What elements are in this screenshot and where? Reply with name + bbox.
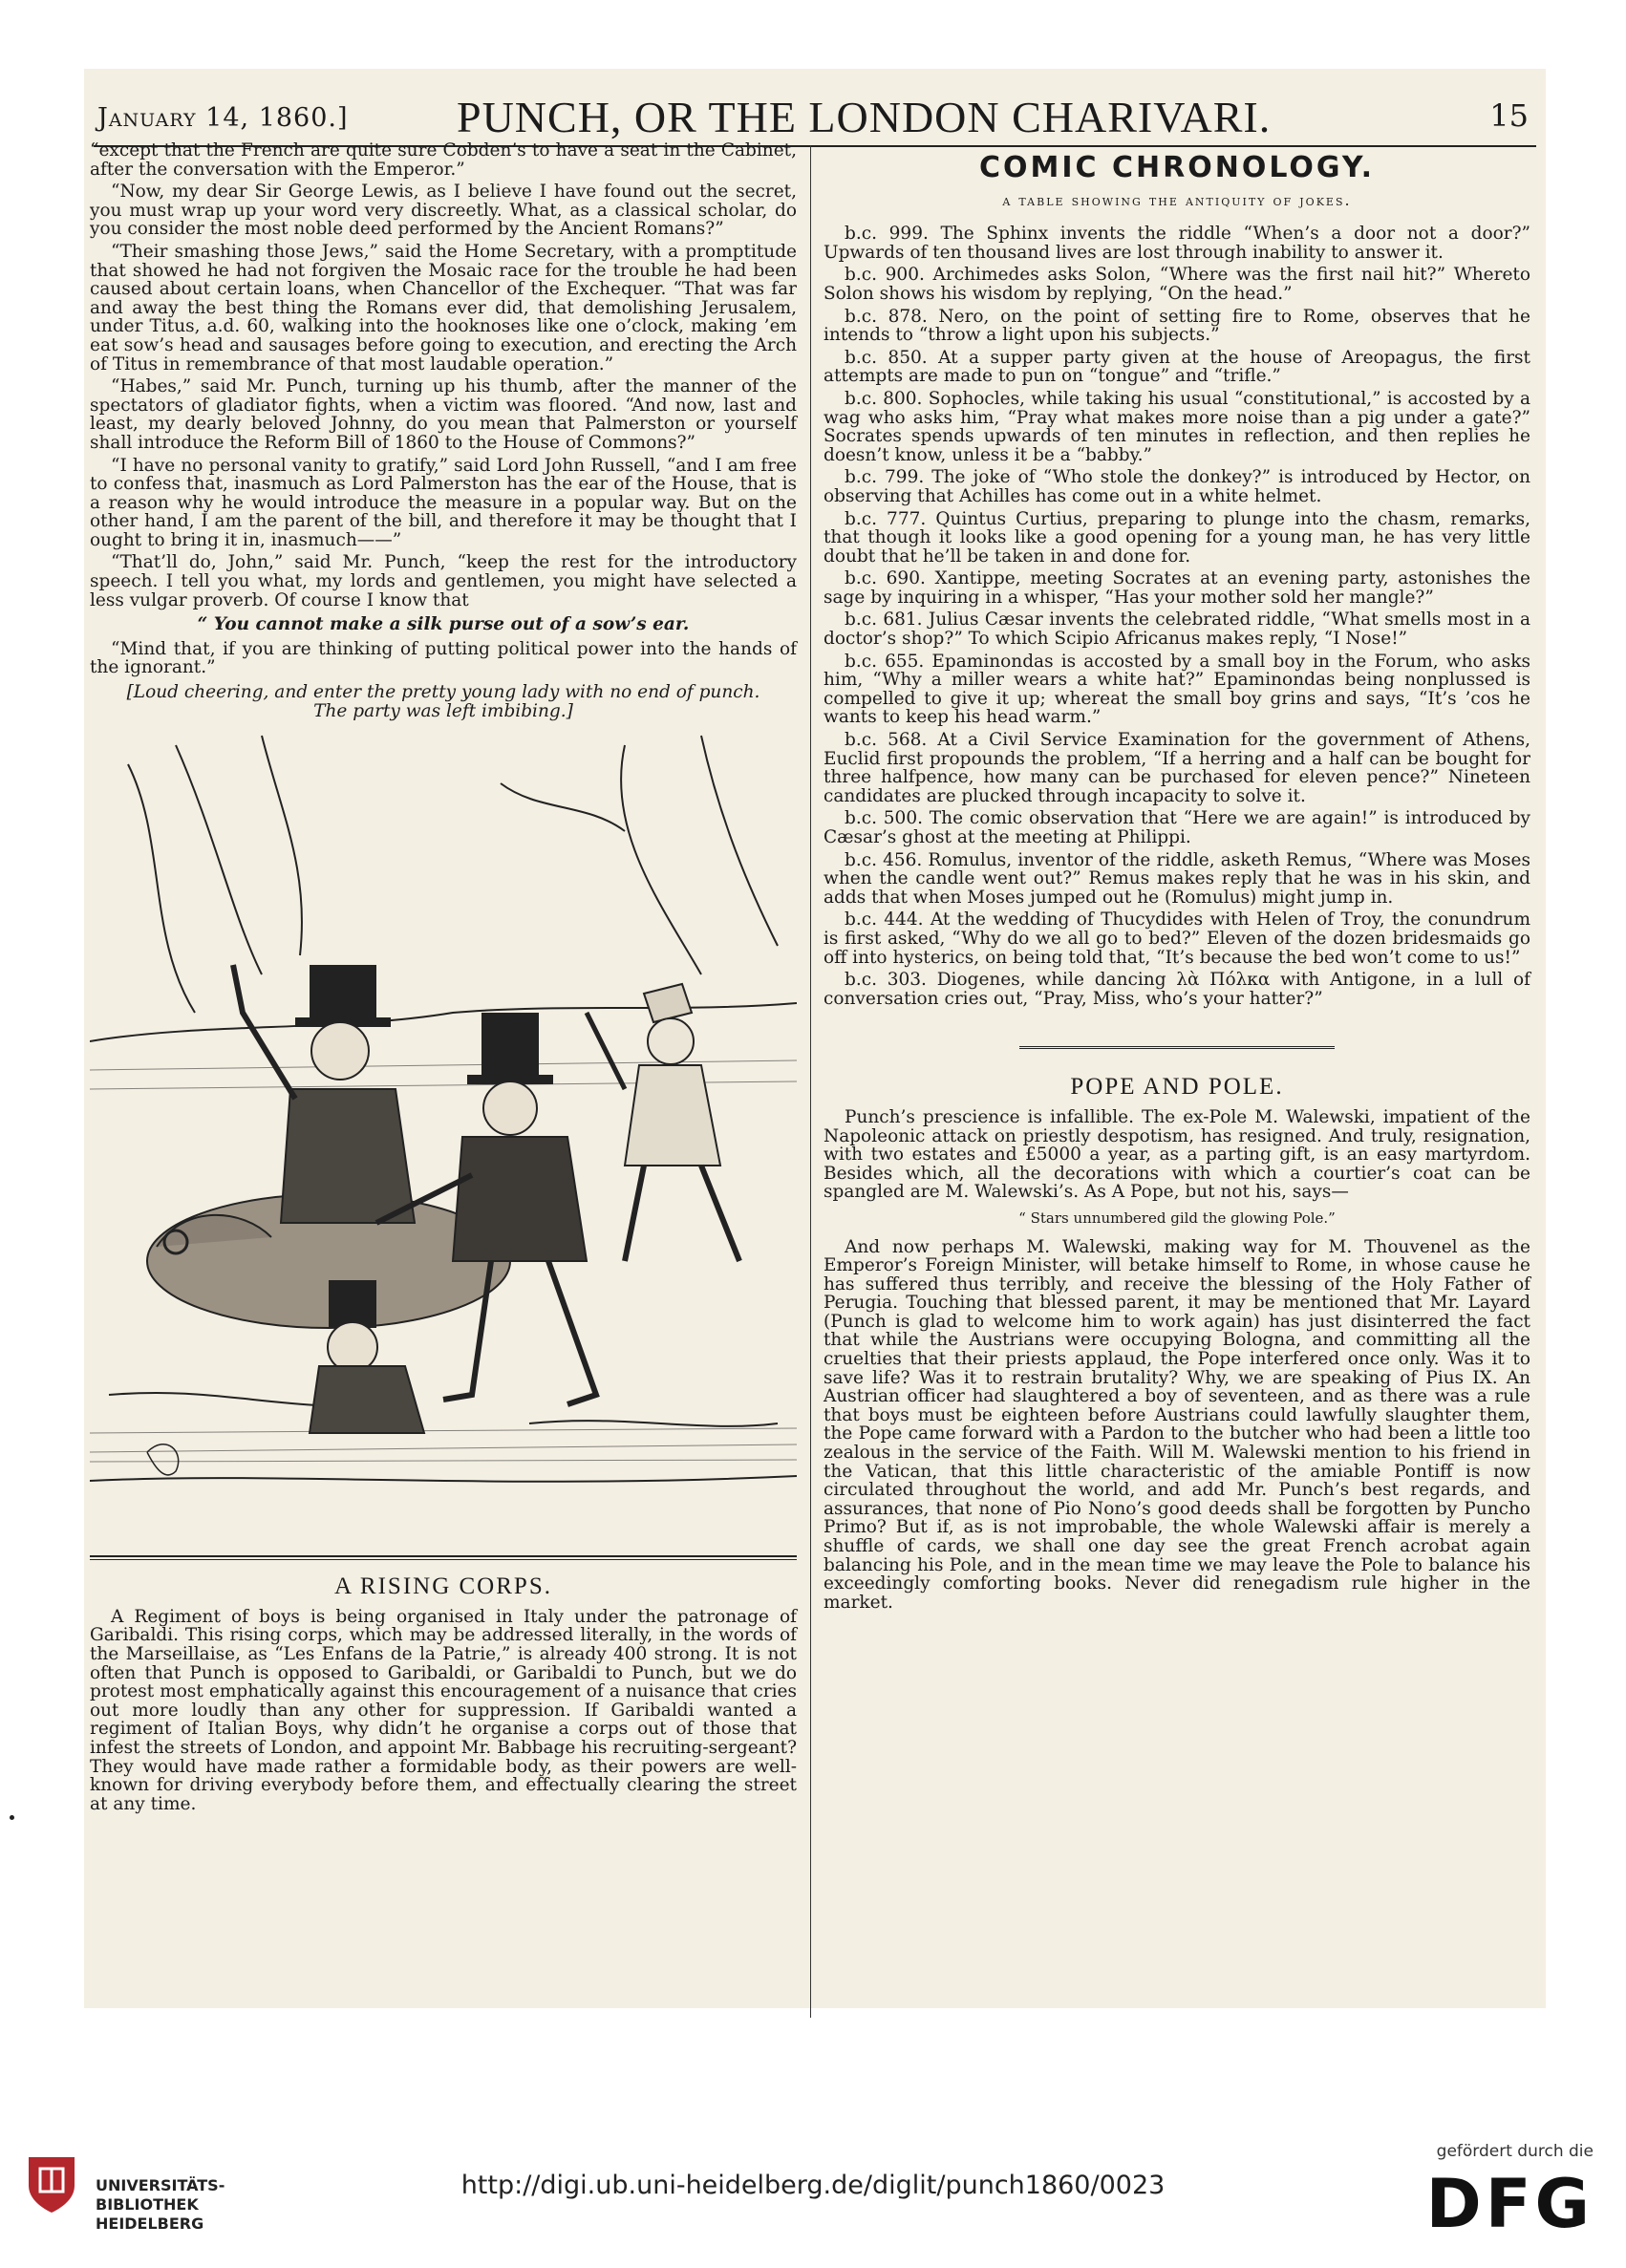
pope-quote: “ Stars unnumbered gild the glowing Pole.”: [1018, 1209, 1336, 1227]
chronology-entry: b.c. 800. Sophocles, while taking his usual “constitutional,” is accosted by a wag who asks him, “Pray what makes more noise than a pig under a gate?” Socrates spends upwards of ten minutes in reflection, and then replies he doesn’t know, unless it be a “babby.”: [824, 388, 1530, 465]
pope-paragraph: And now perhaps M. Walewski, making way for M. Thouvenel as the Emperor’s Foreign Minister, will betake himself to Rome, in whose cause he has suffered thus terribly, and receive the blessing of the Holy Father of Perugia. Touching that blessed parent, it may be mentioned that Mr. Layard (Punch is glad to welcome him to work again) has just disinterred the fact that while the Austrians were occupying Bologna, and committing all the cruelties that their priests applaud, the Pope interfered once only. Was it to save life? Was it to restrain brutality? Why, we are speaking of Pius IX. An Austrian officer had slaughtered a boy of seventeen, and as there was a rule that boys must be eighteen before Austrians could lawfully slaughter them, the Pope came forward with a Pardon to the butcher who had been a little too zealous in the service of the Faith. Will M. Walewski mention to his friend in the Vatican, that this little characteristic of the amiable Pontiff is now circulated throughout the world, and add Mr. Punch’s best regards, and assurances, that none of Pio Nono’s good deeds shall be forgotten by Puncho Primo? But if, as is not improbable, the whole Walewski affair is merely a shuffle of cards, we shall one day see the great French acrobat again balancing his Pole, and in the mean time we may leave the Pole to balance his exceedingly comforting books. Never did renegadism rule higher in the market.: [824, 1236, 1530, 1613]
header-title: PUNCH, OR THE LONDON CHARIVARI.: [457, 93, 1272, 141]
page-header: [84, 82, 1546, 149]
chronology-entry: b.c. 850. At a supper party given at the house of Areopagus, the first attempts are made to pun on “tongue” and “trifle.”: [824, 347, 1530, 387]
chronology-entry: b.c. 690. Xantippe, meeting Socrates at an evening party, astonishes the sage by inquiring in a whisper, “Has your mother sold her mangle?”: [824, 568, 1530, 608]
left-paragraph: “Mind that, if you are thinking of putting political power into the hands of the ignorant.”: [90, 638, 797, 678]
section-rule: [90, 1559, 797, 1560]
chronology-entry: b.c. 777. Quintus Curtius, preparing to plunge into the chasm, remarks, that though it looks like a good opening for a young man, he has very little doubt that he’ll be taken in and done for.: [824, 508, 1530, 567]
rising-corps-text: A Regiment of boys is being organised in Italy under the patronage of Garibaldi. This rising corps, which may be addressed literally, in the words of the Marseillaise, as “Les Enfans de la Patrie,” is already 400 strong. It is not often that Punch is opposed to Garibaldi, or Garibaldi to Punch, but we do protest most emphatically against this encouragement of a nuisance that cries out more loudly than any other for suppression. If Garibaldi wanted a regiment of Italian Boys, why didn’t he organise a corps out of those that infest the streets of London, and appoint Mr. Babbage his recruiting-sergeant? They would have made rather a formidable body, as their powers are well-known for driving everybody before them, and effectually clearing the street at any time.: [90, 1606, 797, 1814]
column-divider: [810, 145, 811, 2018]
chronology-entry: b.c. 500. The comic observation that “Here we are again!” is introduced by Cæsar’s ghost at the meeting at Philippi.: [824, 808, 1530, 847]
chronology-entry: b.c. 568. At a Civil Service Examination for the government of Athens, Euclid first propounds the problem, “If a herring and a half can be bought for three halfpence, how many can be purchased for eleven pence?” Nineteen candidates are plucked through incapacity to solve it.: [824, 730, 1530, 806]
comic-chronology-subtitle: a table showing the antiquity of jokes.: [1002, 190, 1352, 209]
left-paragraph: “I have no personal vanity to gratify,” said Lord John Russell, “and I am free to confess that, inasmuch as Lord Palmerston has the ear of the House, that is a reason why he would introduce the measure in a popular way. But on the other hand, I am the parent of the bill, and therefore it may be thought that I ought to bring it in, inasmuch——”: [90, 455, 797, 550]
proverb: “ You cannot make a silk purse out of a sow’s ear.: [197, 614, 690, 635]
cartoon-illustration: [90, 726, 797, 1548]
chronology-entry: b.c. 900. Archimedes asks Solon, “Where was the first nail hit?” Whereto Solon shows his wisdom by replying, “On the head.”: [824, 265, 1530, 304]
chronology-entry: b.c. 444. At the wedding of Thucydides with Helen of Troy, the conundrum is first asked, “Why do we all go to bed?” Eleven of the dozen bridesmaids go off into hysterics, on being told that, “It’s because the bed won’t come to us!”: [824, 909, 1530, 968]
library-name-line: HEIDELBERG: [96, 2215, 204, 2233]
digitization-footer: [0, 2121, 1626, 2268]
boar-hunt-cartoon: [90, 726, 797, 1548]
section-divider: [1019, 1046, 1335, 1049]
section-title-pope-and-pole: POPE AND POLE.: [1070, 1074, 1284, 1101]
chronology-entry: b.c. 303. Diogenes, while dancing λὰ Πόλκα with Antigone, in a lull of conversation cries out, “Pray, Miss, who’s your hatter?”: [824, 970, 1530, 1009]
left-paragraph: “Now, my dear Sir George Lewis, as I believe I have found out the secret, you must wrap up your word very discreetly. What, as a classical scholar, do you consider the most noble deed performed by the Ancient Romans?”: [90, 182, 797, 240]
dfg-logo[interactable]: DFG: [1425, 2165, 1594, 2243]
comic-chronology-title: COMIC CHRONOLOGY.: [978, 151, 1375, 184]
header-date: January 14, 1860.]: [97, 103, 349, 133]
library-name-line: BIBLIOTHEK: [96, 2195, 199, 2214]
left-paragraph: “except that the French are quite sure Cobden’s to have a seat in the Cabinet, after the conversation with the Emperor.”: [90, 140, 797, 180]
page-number: 15: [1489, 97, 1529, 134]
funding-caption: gefördert durch die: [1436, 2142, 1594, 2161]
section-rule: [90, 1555, 797, 1557]
permalink-url[interactable]: http://digi.ub.uni-heidelberg.de/diglit/punch1860/0023: [460, 2171, 1166, 2200]
stage-direction: [Loud cheering, and enter the pretty young lady with no end of punch. The party was left imbibing.]: [126, 682, 760, 721]
left-paragraph: “Habes,” said Mr. Punch, turning up his thumb, after the manner of the spectators of gladiator fights, when a victim was floored. “And now, last and least, my dearly beloved Johnny, do you mean that Palmerston or yourself shall introduce the Reform Bill of 1860 to the House of Commons?”: [90, 376, 797, 453]
left-paragraph: “That’ll do, John,” said Mr. Punch, “keep the rest for the introductory speech. I tell you what, my lords and gentlemen, you might have selected a less vulgar proverb. Of course I know that: [90, 552, 797, 610]
chronology-entry: b.c. 799. The joke of “Who stole the donkey?” is introduced by Hector, on observing that Achilles has come out in a white helmet.: [824, 467, 1530, 506]
chronology-entry: b.c. 999. The Sphinx invents the riddle “When’s a door not a door?” Upwards of ten thousand lives are lost through inability to answer it.: [824, 224, 1530, 263]
chronology-entry: b.c. 681. Julius Cæsar invents the celebrated riddle, “What smells most in a doctor’s shop?” To which Scipio Africanus makes reply, “I Nose!”: [824, 610, 1530, 650]
margin-dot: [10, 1815, 14, 1820]
newspaper-page: [84, 69, 1546, 2008]
left-paragraph: “Their smashing those Jews,” said the Home Secretary, with a promptitude that showed he had not forgiven the Mosaic race for the trouble he had been caused about certain loans, when Chancellor of the Exchequer. “That was far and away the best thing the Romans ever did, that demolishing Jerusalem, under Titus, a.d. 60, walking into the hooknoses like one o’clock, making ’em eat sow’s head and sausages before going to execution, and erecting the Arch of Titus in remembrance of that most laudable operation.”: [90, 241, 797, 374]
section-title-rising-corps: A RISING CORPS.: [334, 1573, 552, 1600]
chronology-entry: b.c. 456. Romulus, inventor of the riddle, asketh Remus, “Where was Moses when the candle went out?” Remus makes reply that he was in his skin, and adds that when Moses jumped out he (Romulus) might jump in.: [824, 849, 1530, 908]
left-column: [90, 141, 797, 1817]
library-name-line: UNIVERSITÄTS-: [96, 2176, 225, 2194]
chronology-entry: b.c. 878. Nero, on the point of setting fire to Rome, observes that he intends to “throw a light upon his subjects.”: [824, 306, 1530, 346]
right-column: [824, 141, 1530, 1615]
pope-paragraph: Punch’s prescience is infallible. The ex-Pole M. Walewski, impatient of the Napoleonic attack on priestly despotism, has resigned. And truly, resignation, with two estates and £5000 a year, as a parting gift, is an easy martyrdom. Besides which, all the decorations with which a courtier’s coat can be spangled are M. Walewski’s. As A Pope, but not his, says—: [824, 1106, 1530, 1203]
chronology-entry: b.c. 655. Epaminondas is accosted by a small boy in the Forum, who asks him, “Why a miller wears a white hat?” Epaminondas being nonplussed is compelled to give it up; whereat the small boy grins and says, “It’s ’cos he wants to keep his head warm.”: [824, 651, 1530, 728]
